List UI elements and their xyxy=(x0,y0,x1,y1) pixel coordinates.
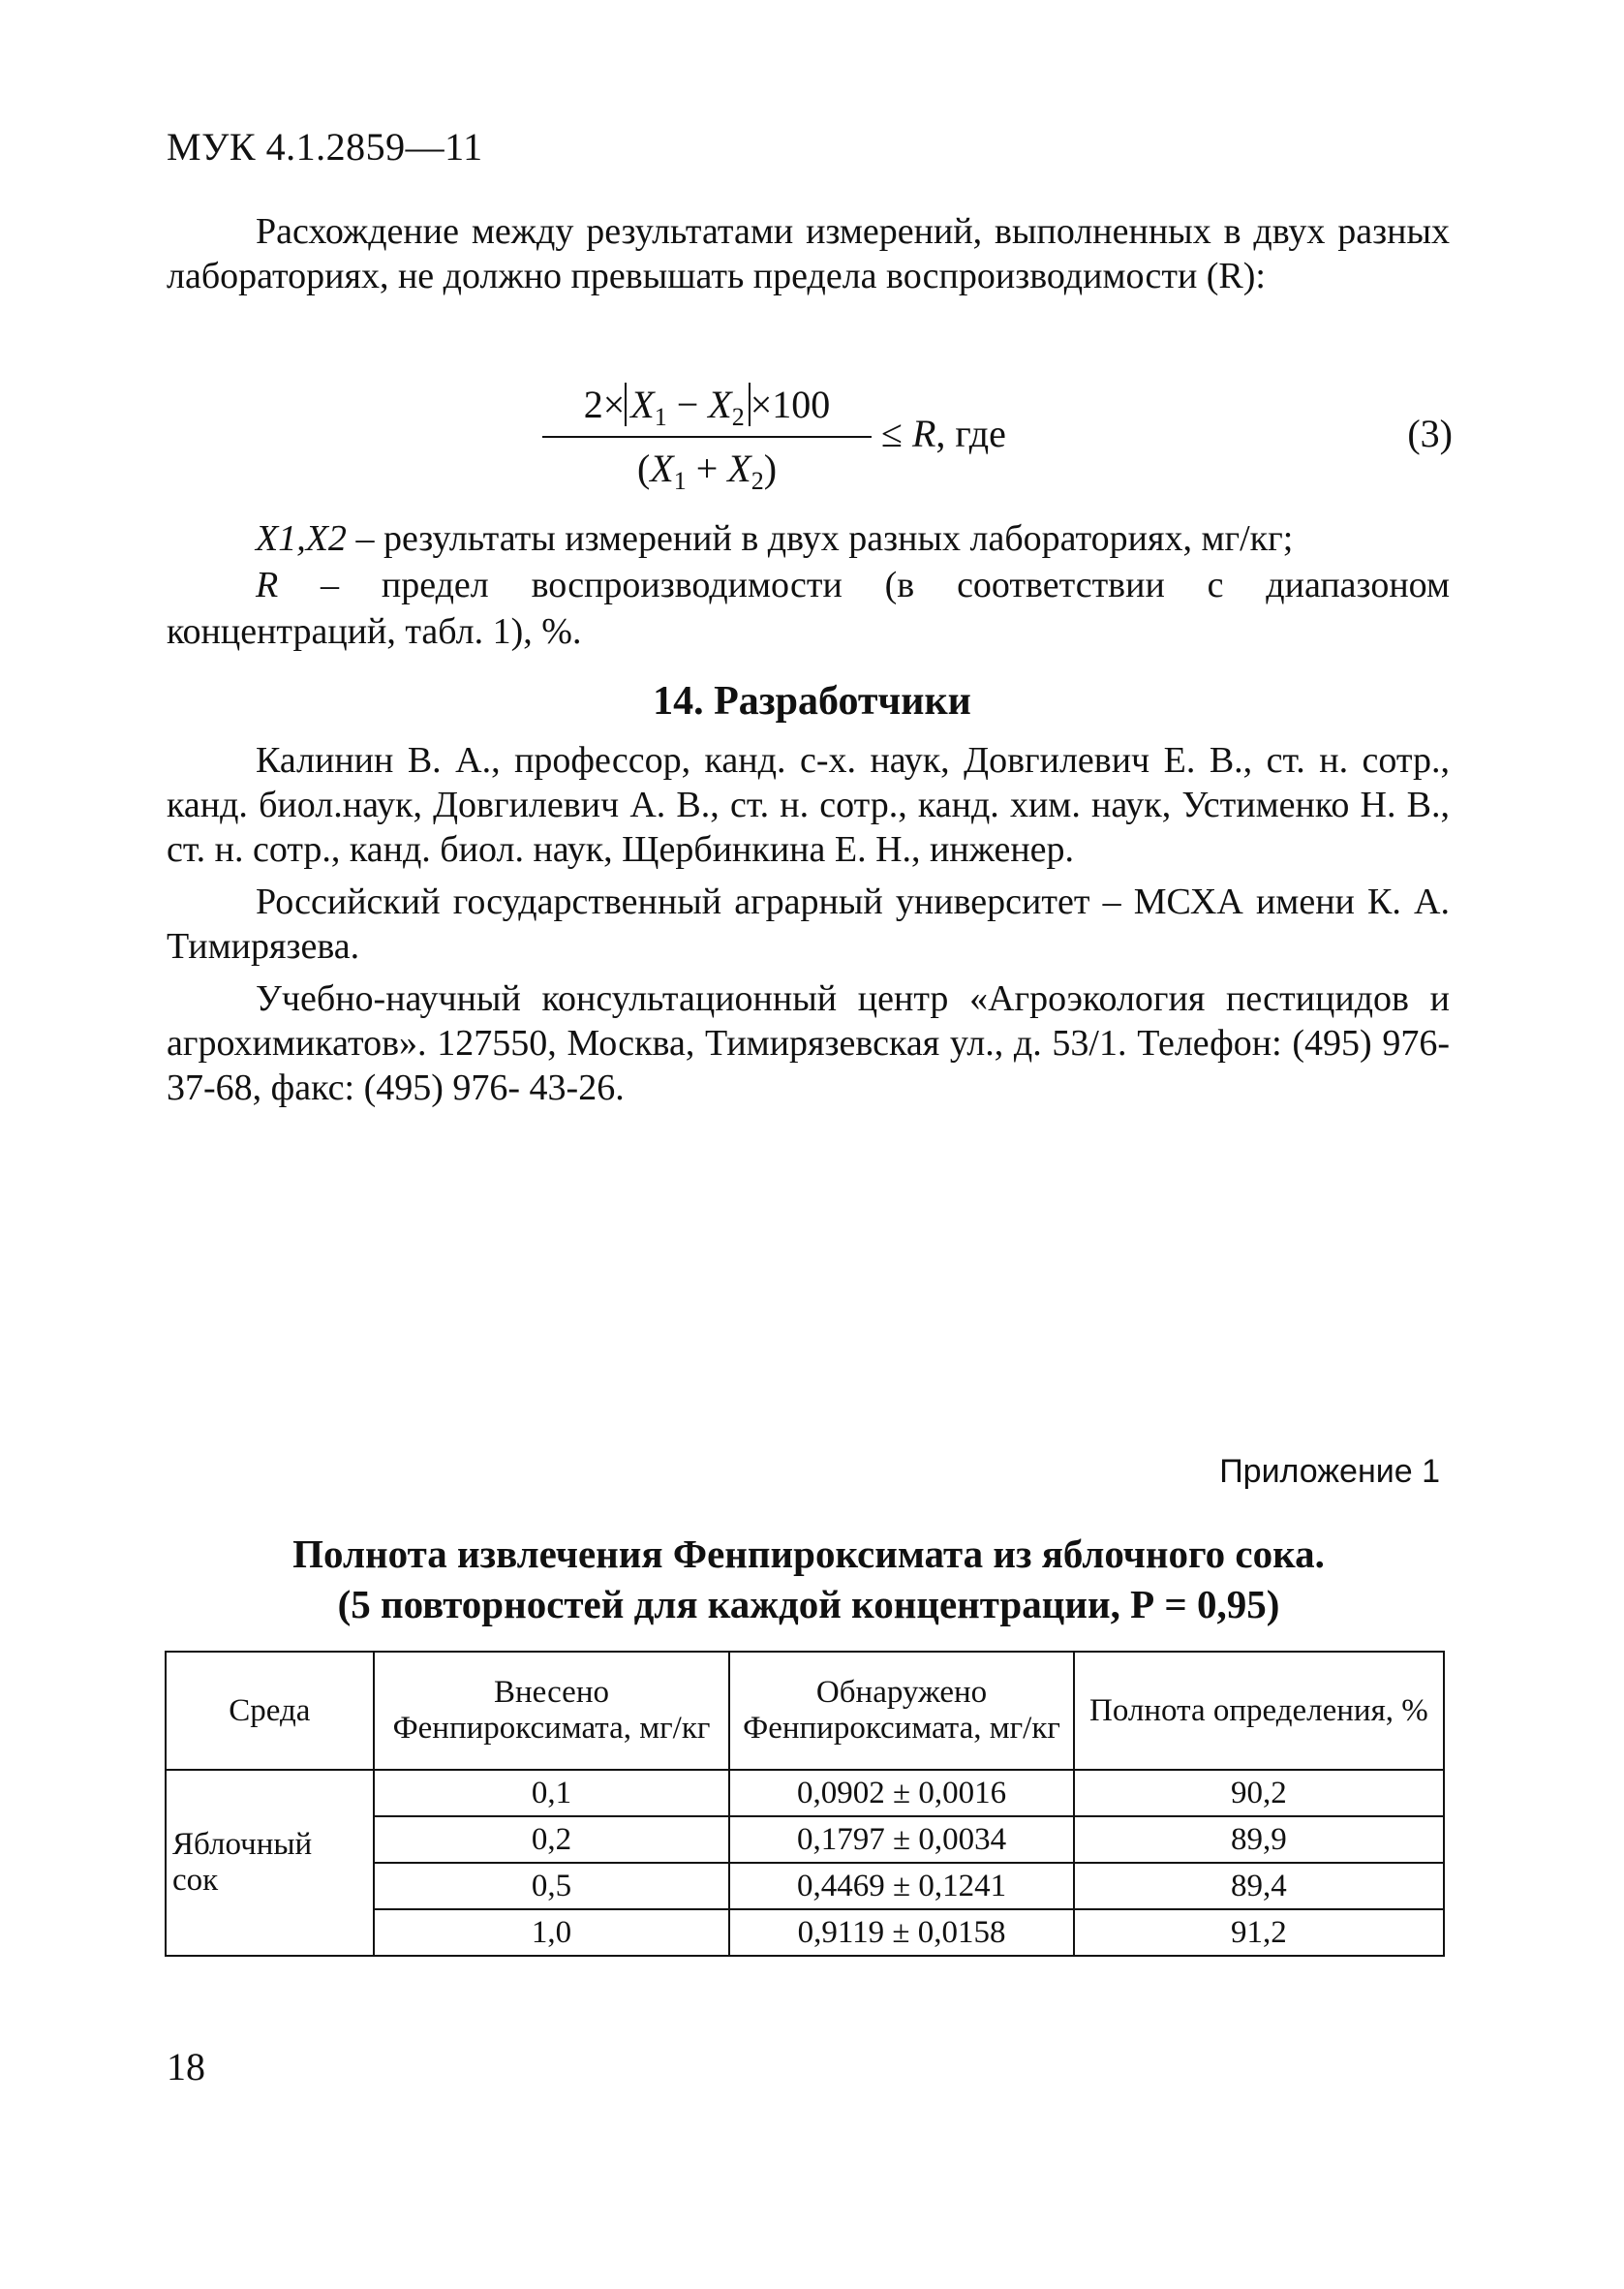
developers-list: Калинин В. А., профессор, канд. с-х. наук, Довгилевич Е. В., ст. н. сотр., канд. биол.наук, Довгилевич А. В., ст. н. сотр., канд. хим. наук, Устименко Н. В., ст. н. сотр., канд. биол. наук, Щербинкина Е. Н., инженер. xyxy=(167,740,1450,870)
found-cell: 0,9119 ± 0,0158 xyxy=(729,1909,1074,1956)
intro-paragraph xyxy=(167,209,1450,298)
added-cell: 0,1 xyxy=(374,1770,730,1816)
appendix-label: Приложение 1 xyxy=(1219,1453,1440,1490)
equation-number: (3) xyxy=(1407,412,1453,455)
recovery-table xyxy=(165,1651,1445,1957)
recovery-cell: 91,2 xyxy=(1074,1909,1444,1956)
formula-numerator: $2\times X_1 - X_2 \times 100$ xyxy=(583,383,831,431)
header-added: Внесено Фенпироксимата, мг/кг xyxy=(374,1652,730,1770)
table-row xyxy=(166,1770,1444,1816)
reproducibility-formula xyxy=(542,380,1453,506)
fraction-bar xyxy=(542,436,872,438)
added-cell: 0,5 xyxy=(374,1863,730,1909)
table-title-line1: Полнота извлечения Фенпироксимата из яблочного сока. xyxy=(292,1531,1325,1576)
table-header-row xyxy=(166,1652,1444,1770)
found-cell: 0,0902 ± 0,0016 xyxy=(729,1770,1074,1816)
definition-x: X1,X2 – результаты измерений в двух разных лабораториях, мг/кг; xyxy=(256,518,1294,559)
section-title: 14. Разработчики xyxy=(653,679,971,724)
recovery-cell: 89,9 xyxy=(1074,1816,1444,1863)
recovery-cell: 89,4 xyxy=(1074,1863,1444,1909)
found-cell: 0,4469 ± 0,1241 xyxy=(729,1863,1074,1909)
medium-cell: Яблочный сок xyxy=(166,1770,374,1956)
absolute-value: $X_1 - X_2$ xyxy=(625,383,750,426)
page-number: 18 xyxy=(167,2045,205,2088)
center-paragraph: Учебно-научный консультационный центр «Агроэкология пестицидов и агрохимикатов». 127550, Москва, Тимирязевская ул., д. 53/1. Телефон: (495) 976-37-68, факс: (495) 976- 43-26. xyxy=(167,978,1450,1108)
header-found: Обнаружено Фенпироксимата, мг/кг xyxy=(729,1652,1074,1770)
developers-section xyxy=(167,738,1450,1110)
variable-definitions xyxy=(167,515,1450,655)
found-cell: 0,1797 ± 0,0034 xyxy=(729,1816,1074,1863)
header-medium: Среда xyxy=(166,1652,374,1770)
table-title xyxy=(165,1529,1453,1629)
document-code: МУК 4.1.2859—11 xyxy=(167,125,483,169)
header-recovery: Полнота определения, % xyxy=(1074,1652,1444,1770)
formula-denominator: $(X_1 + X_2)$ xyxy=(636,447,778,495)
table-title-line2: (5 повторностей для каждой концентрации, Р = 0,95) xyxy=(337,1582,1280,1626)
university-paragraph: Российский государственный аграрный университет – МСХА имени К. А. Тимирязева. xyxy=(167,882,1450,967)
definition-r: R – предел воспроизводимости (в соответствии с диапазоном концентраций, табл. 1), %. xyxy=(167,565,1450,652)
formula-fraction xyxy=(542,380,872,494)
intro-text: Расхождение между результатами измерений, выполненных в двух разных лабораториях, не должно превышать предела воспроизводимости (R): xyxy=(167,211,1450,296)
added-cell: 1,0 xyxy=(374,1909,730,1956)
formula-relation: ≤ R, где xyxy=(881,412,1006,455)
recovery-cell: 90,2 xyxy=(1074,1770,1444,1816)
added-cell: 0,2 xyxy=(374,1816,730,1863)
